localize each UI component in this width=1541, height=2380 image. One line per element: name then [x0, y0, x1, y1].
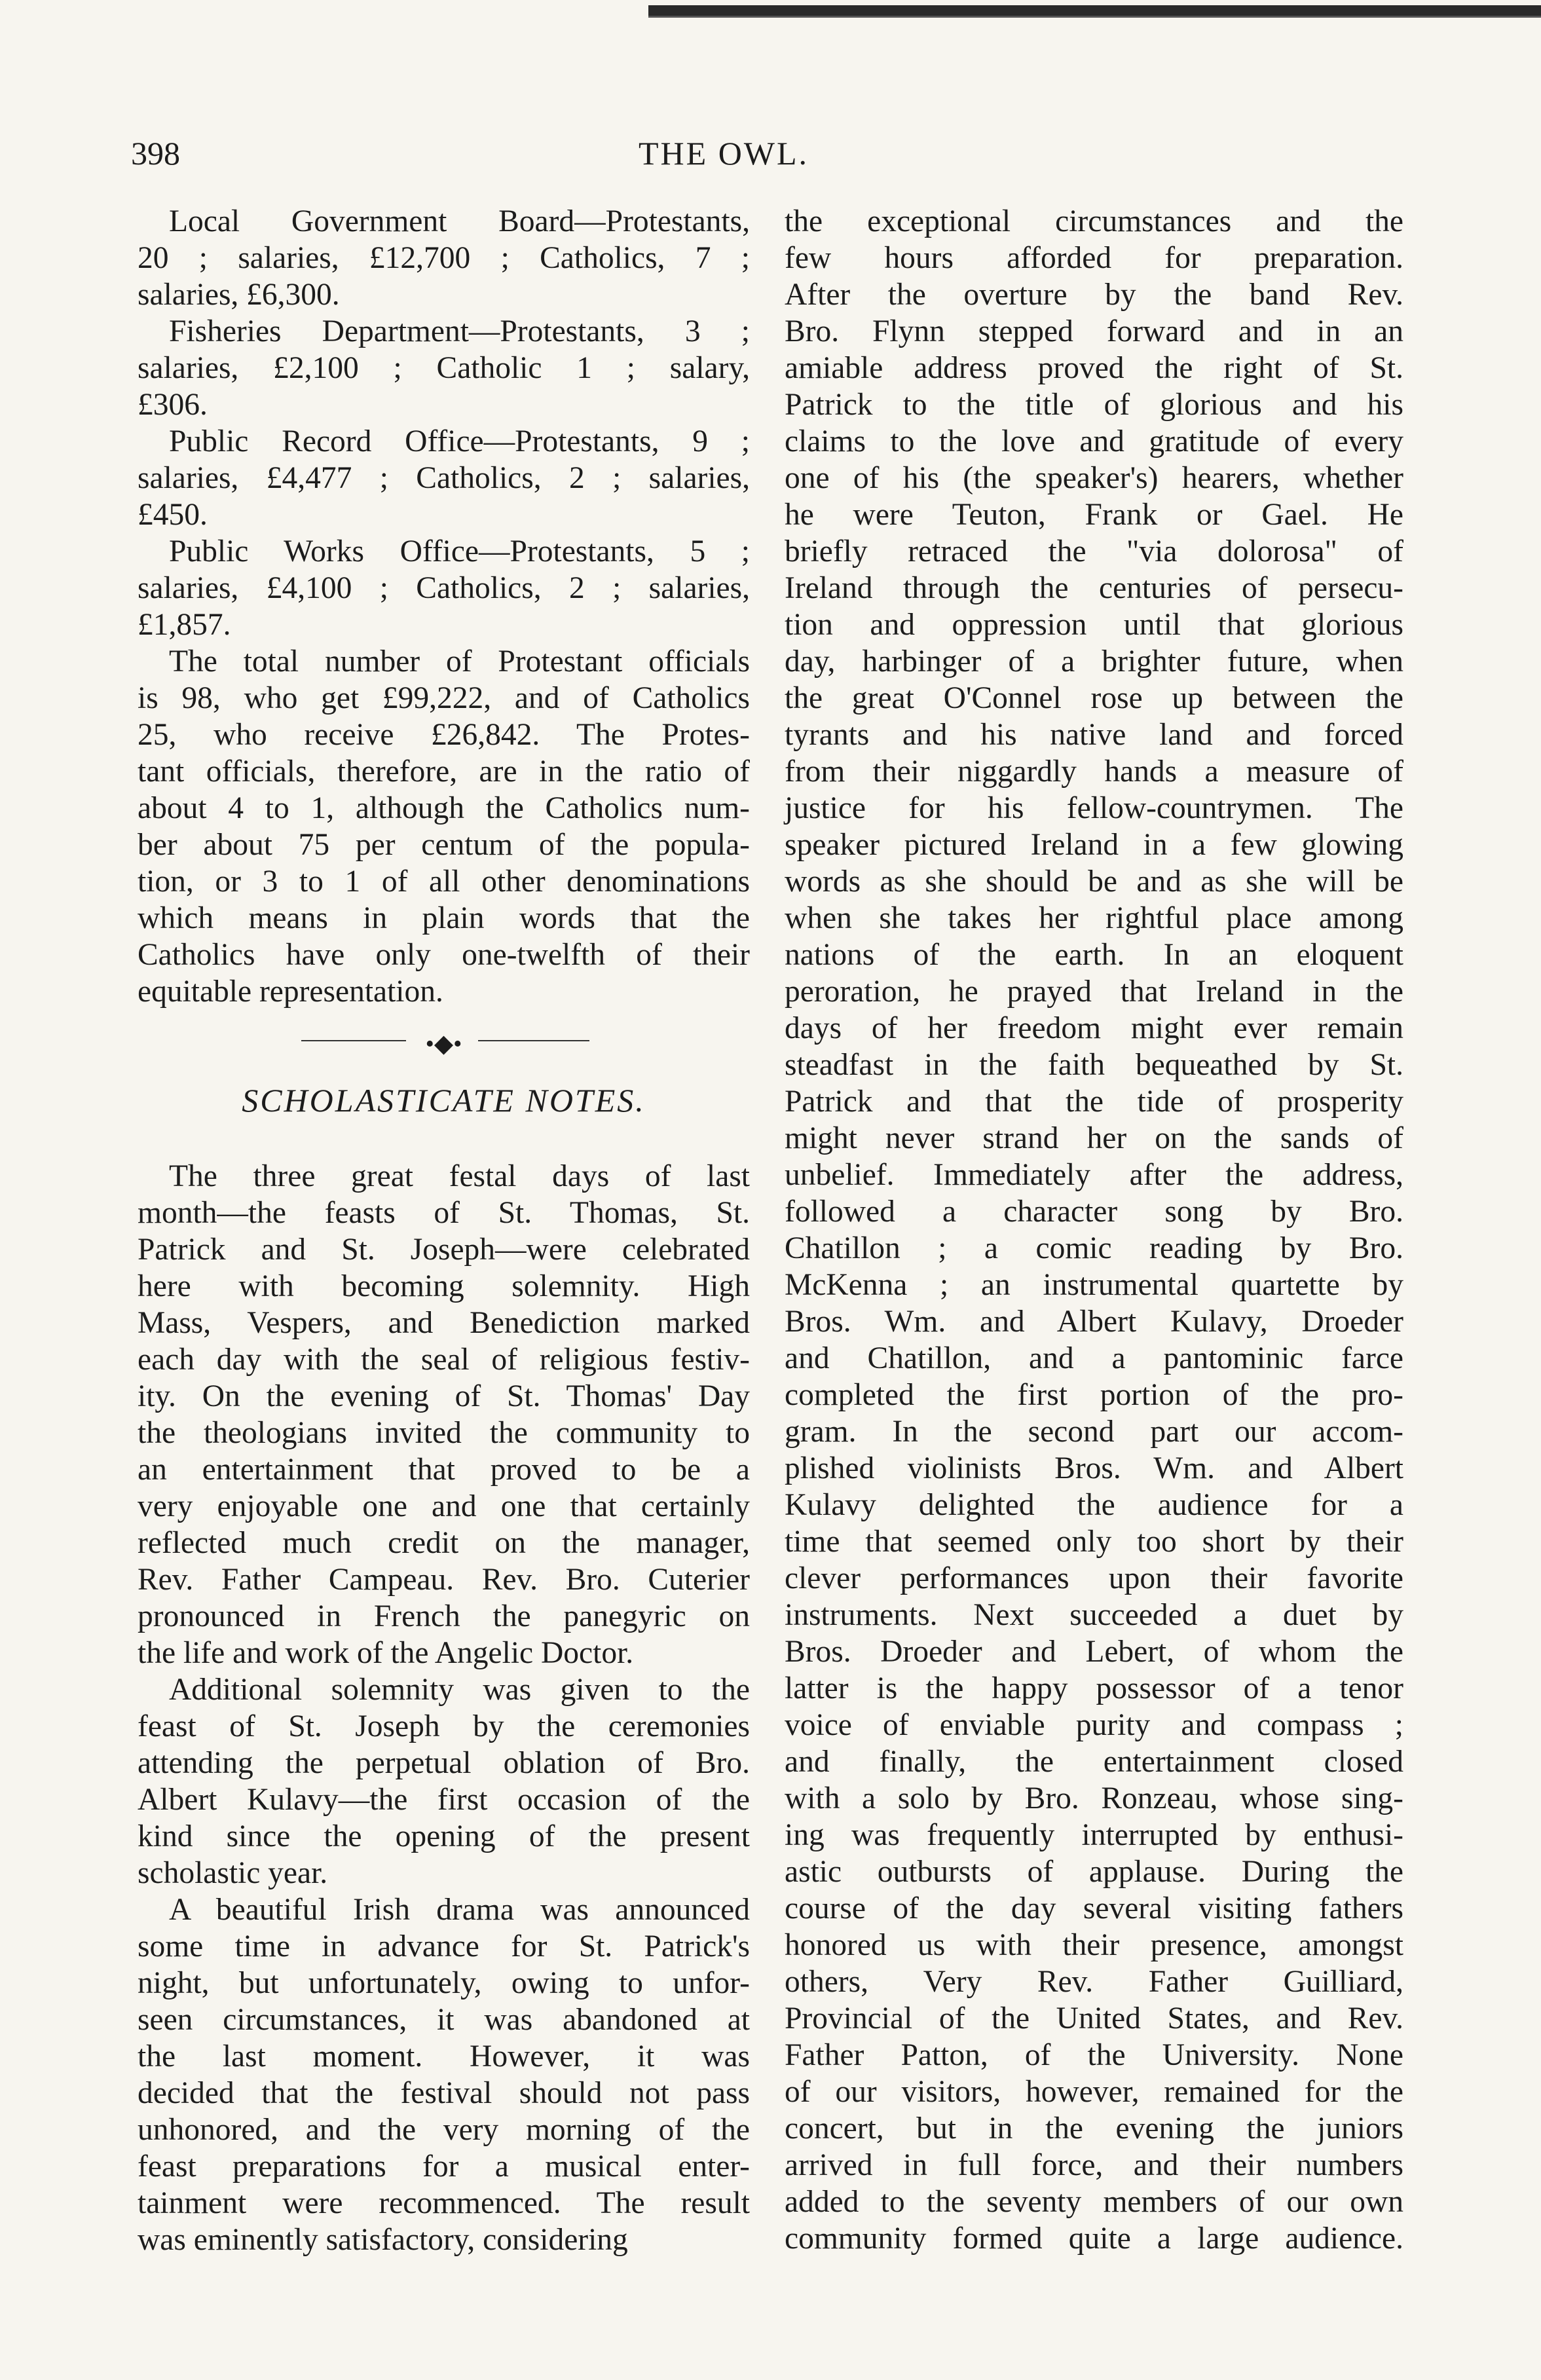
text-line: £1,857. [138, 608, 231, 642]
divider-rule-right [478, 1040, 589, 1041]
text-line: night, but unfortunately, owing to unfor- [138, 1966, 750, 2000]
text-line: Bro. Flynn stepped forward and in an [785, 314, 1403, 348]
text-line: 25, who receive £26,842. The Protes- [138, 718, 750, 752]
text-line: tion, or 3 to 1 of all other denominations [138, 865, 750, 899]
text-line: salaries, £4,100 ; Catholics, 2 ; salaries, [138, 571, 750, 605]
text-line: here with becoming solemnity. High [138, 1269, 750, 1303]
text-line: seen circumstances, it was abandoned at [138, 2003, 750, 2037]
text-line: honored us with their presence, amongst [785, 1928, 1403, 1962]
text-line: ber about 75 per centum of the popula- [138, 828, 750, 862]
text-line: one of his (the speaker's) hearers, whether [785, 461, 1403, 495]
text-line: ing was frequently interrupted by enthusi- [785, 1818, 1403, 1852]
paragraph [138, 1158, 750, 1671]
text-line: Public Works Office—Protestants, 5 ; [169, 534, 750, 568]
text-line: very enjoyable one and one that certainly [138, 1489, 750, 1523]
text-line: Father Patton, of the University. None [785, 2038, 1403, 2072]
text-line: salaries, £6,300. [138, 278, 340, 312]
text-line: and finally, the entertainment closed [785, 1745, 1403, 1779]
text-line: words as she should be and as she will be [785, 865, 1403, 899]
text-line: decided that the festival should not pass [138, 2076, 750, 2110]
text-line: about 4 to 1, although the Catholics num- [138, 791, 750, 825]
text-line: Rev. Father Campeau. Rev. Bro. Cuterier [138, 1563, 750, 1597]
text-line: Provincial of the United States, and Rev. [785, 2001, 1403, 2036]
text-line: attending the perpetual oblation of Bro. [138, 1746, 750, 1780]
text-line: Albert Kulavy—the first occasion of the [138, 1783, 750, 1817]
text-line: unbelief. Immediately after the address, [785, 1158, 1403, 1192]
text-line: astic outbursts of applause. During the [785, 1855, 1403, 1889]
text-line: clever performances upon their favorite [785, 1561, 1403, 1595]
text-line: the great O'Connel rose up between the [785, 681, 1403, 715]
text-line: course of the day several visiting fathers [785, 1891, 1403, 1925]
text-line: claims to the love and gratitude of every [785, 424, 1403, 458]
text-line: Patrick and St. Joseph—were celebrated [138, 1233, 750, 1267]
text-line: feast of St. Joseph by the ceremonies [138, 1709, 750, 1743]
text-line: few hours afforded for preparation. [785, 241, 1403, 275]
text-line: amiable address proved the right of St. [785, 351, 1403, 385]
text-line: the exceptional circumstances and the [785, 204, 1403, 238]
text-line: tant officials, therefore, are in the ratio of [138, 754, 750, 789]
text-line: of our visitors, however, remained for the [785, 2075, 1403, 2109]
text-line: an entertainment that proved to be a [138, 1453, 750, 1487]
divider-ornament-icon: •◆• [425, 1030, 462, 1058]
text-line: peroration, he prayed that Ireland in the [785, 975, 1403, 1009]
paragraph [138, 1671, 750, 1891]
text-line: salaries, £4,477 ; Catholics, 2 ; salaries, [138, 461, 750, 495]
text-line: which means in plain words that the [138, 901, 750, 935]
text-line: reflected much credit on the manager, [138, 1526, 750, 1560]
text-line: instruments. Next succeeded a duet by [785, 1598, 1403, 1632]
text-line: £450. [138, 498, 208, 532]
text-line: equitable representation. [138, 975, 443, 1009]
text-line: ity. On the evening of St. Thomas' Day [138, 1379, 750, 1413]
text-line: was eminently satisfactory, considering [138, 2223, 628, 2257]
text-line: Patrick to the title of glorious and his [785, 388, 1403, 422]
text-line: tion and oppression until that glorious [785, 608, 1403, 642]
text-line: Local Government Board—Protestants, [169, 204, 750, 238]
text-line: nations of the earth. In an eloquent [785, 938, 1403, 972]
text-line: tainment were recommenced. The result [138, 2186, 750, 2220]
text-line: time that seemed only too short by their [785, 1525, 1403, 1559]
page-number: 398 [131, 135, 180, 172]
text-line: day, harbinger of a brighter future, when [785, 644, 1403, 679]
text-line: unhonored, and the very morning of the [138, 2113, 750, 2147]
text-line: kind since the opening of the present [138, 1819, 750, 1853]
text-line: he were Teuton, Frank or Gael. He [785, 498, 1403, 532]
text-line: The total number of Protestant officials [169, 644, 750, 679]
text-line: briefly retraced the "via dolorosa" of [785, 534, 1403, 568]
text-line: £306. [138, 388, 208, 422]
text-line: gram. In the second part our accom- [785, 1415, 1403, 1449]
text-line: from their niggardly hands a measure of [785, 754, 1403, 789]
text-line: Chatillon ; a comic reading by Bro. [785, 1231, 1403, 1265]
text-line: community formed quite a large audience. [785, 2222, 1403, 2256]
text-line: added to the seventy members of our own [785, 2185, 1403, 2219]
text-line: completed the first portion of the pro- [785, 1378, 1403, 1412]
text-line: speaker pictured Ireland in a few glowing [785, 828, 1403, 862]
text-line: the last moment. However, it was [138, 2039, 750, 2073]
text-line: 20 ; salaries, £12,700 ; Catholics, 7 ; [138, 241, 750, 275]
text-line: Ireland through the centuries of persecu- [785, 571, 1403, 605]
text-line: plished violinists Bros. Wm. and Albert [785, 1451, 1403, 1485]
text-line: voice of enviable purity and compass ; [785, 1708, 1403, 1742]
text-line: The three great festal days of last [169, 1159, 750, 1193]
text-line: when she takes her rightful place among [785, 901, 1403, 935]
text-line: pronounced in French the panegyric on [138, 1599, 750, 1633]
text-line: with a solo by Bro. Ronzeau, whose sing- [785, 1781, 1403, 1815]
right-column [785, 203, 1403, 2257]
text-line: feast preparations for a musical enter- [138, 2149, 750, 2184]
text-line: Kulavy delighted the audience for a [785, 1488, 1403, 1522]
text-line: and Chatillon, and a pantominic farce [785, 1341, 1403, 1375]
paragraph [138, 203, 750, 313]
text-line: Public Record Office—Protestants, 9 ; [169, 424, 750, 458]
text-line: concert, but in the evening the juniors [785, 2111, 1403, 2146]
paragraph [138, 533, 750, 643]
text-line: month—the feasts of St. Thomas, St. [138, 1196, 750, 1230]
text-line: some time in advance for St. Patrick's [138, 1929, 750, 1963]
paragraph [138, 1891, 750, 2258]
text-line: salaries, £2,100 ; Catholic 1 ; salary, [138, 351, 750, 385]
text-line: Patrick and that the tide of prosperity [785, 1085, 1403, 1119]
text-line: each day with the seal of religious festiv- [138, 1343, 750, 1377]
text-line: Bros. Wm. and Albert Kulavy, Droeder [785, 1305, 1403, 1339]
paragraph [138, 313, 750, 423]
text-line: the life and work of the Angelic Doctor. [138, 1636, 634, 1670]
left-column [138, 203, 750, 2258]
text-line: the theologians invited the community to [138, 1416, 750, 1450]
text-line: After the overture by the band Rev. [785, 278, 1403, 312]
text-line: justice for his fellow-countrymen. The [785, 791, 1403, 825]
text-line: Catholics have only one-twelfth of their [138, 938, 750, 972]
text-line: scholastic year. [138, 1856, 328, 1890]
text-line: arrived in full force, and their numbers [785, 2148, 1403, 2182]
text-line: latter is the happy possessor of a tenor [785, 1671, 1403, 1705]
text-line: Fisheries Department—Protestants, 3 ; [169, 314, 750, 348]
text-line: steadfast in the faith bequeathed by St. [785, 1048, 1403, 1082]
section-title: SCHOLASTICATE NOTES. [242, 1082, 646, 1119]
top-border-rule [648, 5, 1541, 16]
text-line: others, Very Rev. Father Guilliard, [785, 1965, 1403, 1999]
text-line: tyrants and his native land and forced [785, 718, 1403, 752]
paragraph [785, 203, 1403, 2257]
running-head: THE OWL. [639, 135, 809, 172]
text-line: Mass, Vespers, and Benediction marked [138, 1306, 750, 1340]
top-border-rule-thin [648, 16, 1541, 18]
section-divider [138, 1010, 750, 1075]
text-line: Additional solemnity was given to the [169, 1673, 750, 1707]
text-line: might never strand her on the sands of [785, 1121, 1403, 1155]
text-line: followed a character song by Bro. [785, 1195, 1403, 1229]
text-line: Bros. Droeder and Lebert, of whom the [785, 1635, 1403, 1669]
paragraph [138, 643, 750, 1010]
text-line: A beautiful Irish drama was announced [169, 1893, 750, 1927]
text-line: is 98, who get £99,222, and of Catholics [138, 681, 750, 715]
text-line: days of her freedom might ever remain [785, 1011, 1403, 1045]
text-line: McKenna ; an instrumental quartette by [785, 1268, 1403, 1302]
paragraph [138, 423, 750, 533]
